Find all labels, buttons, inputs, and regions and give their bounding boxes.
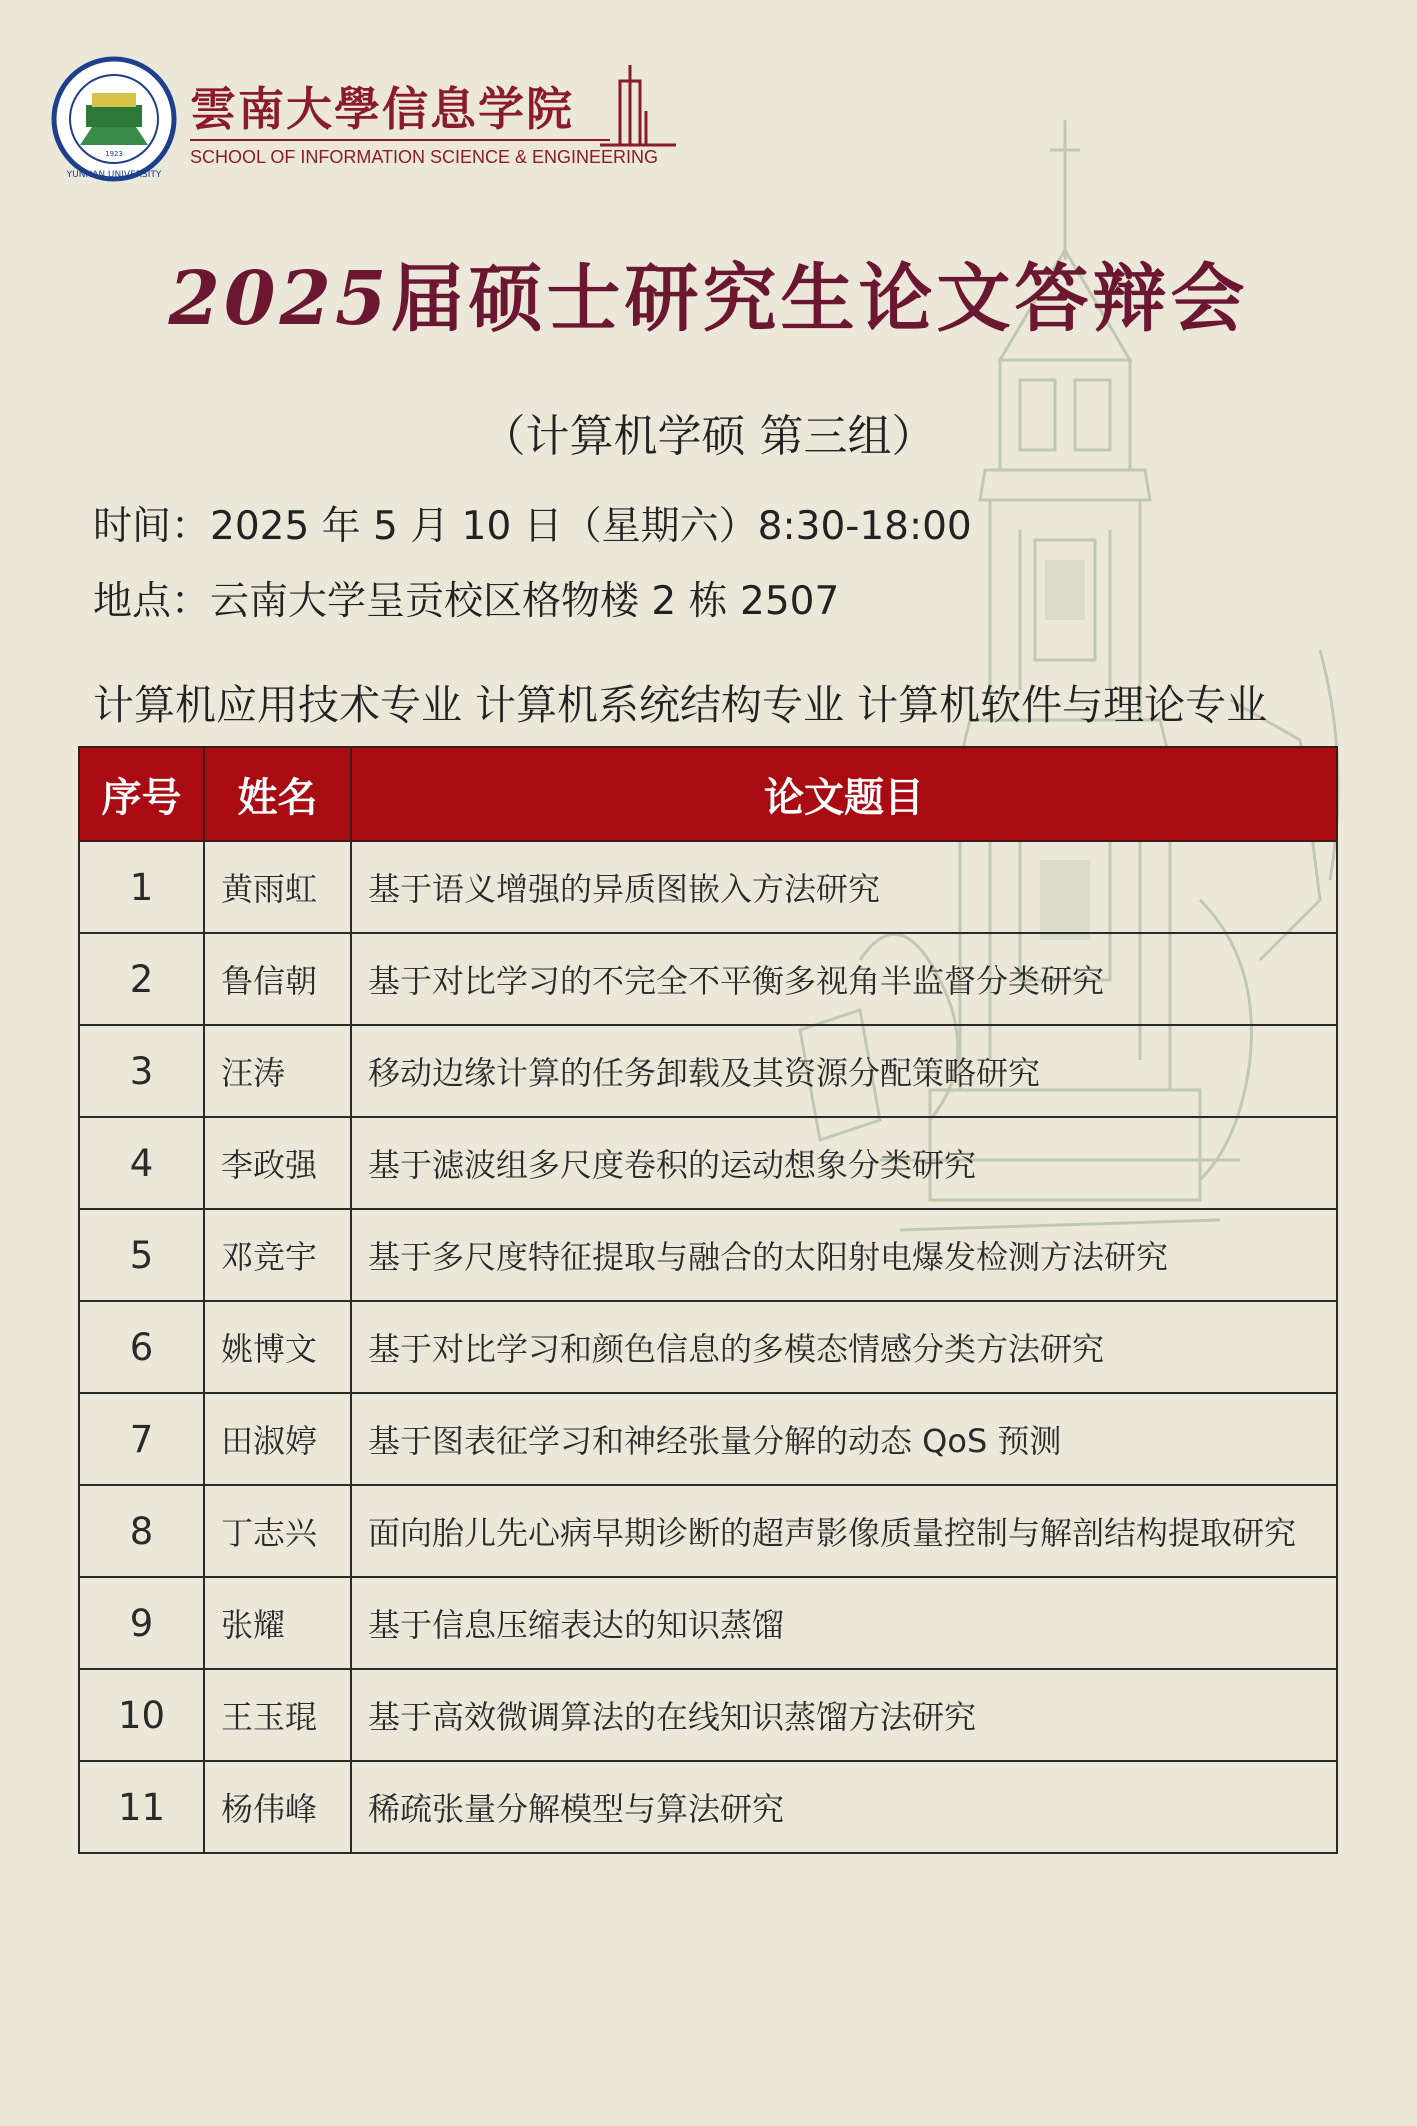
- header-thesis-title: 论文题目: [351, 747, 1337, 841]
- thesis-title: 基于高效微调算法的在线知识蒸馏方法研究: [351, 1669, 1337, 1761]
- student-name: 汪涛: [204, 1025, 351, 1117]
- student-name: 黄雨虹: [204, 841, 351, 933]
- title-year: 2025: [168, 256, 391, 342]
- table-row: [79, 1761, 1337, 1853]
- school-name-cn: 雲南大學信息学院: [190, 82, 574, 136]
- table-row: [79, 1117, 1337, 1209]
- group-subtitle: （计算机学硕 第三组）: [481, 411, 936, 462]
- student-name: 鲁信朝: [204, 933, 351, 1025]
- thesis-title: 基于语义增强的异质图嵌入方法研究: [351, 841, 1337, 933]
- table-row: [79, 1025, 1337, 1117]
- thesis-title: 基于对比学习的不完全不平衡多视角半监督分类研究: [351, 933, 1337, 1025]
- row-number: 1: [79, 841, 204, 933]
- table-header-row: [79, 747, 1337, 841]
- majors-list: 计算机应用技术专业 计算机系统结构专业 计算机软件与理论专业: [93, 681, 1268, 729]
- table-row: [79, 1393, 1337, 1485]
- school-header: [50, 55, 659, 195]
- title-text: 届硕士研究生论文答辩会: [390, 256, 1249, 342]
- thesis-title: 移动边缘计算的任务卸载及其资源分配策略研究: [351, 1025, 1337, 1117]
- thesis-title: 基于滤波组多尺度卷积的运动想象分类研究: [351, 1117, 1337, 1209]
- tower-emblem-icon: [580, 61, 680, 147]
- row-number: 9: [79, 1577, 204, 1669]
- row-number: 2: [79, 933, 204, 1025]
- school-name-en: SCHOOL OF INFORMATION SCIENCE & ENGINEERING: [190, 147, 659, 167]
- table-row: [79, 1209, 1337, 1301]
- student-name: 丁志兴: [204, 1485, 351, 1577]
- student-name: 邓竞宇: [204, 1209, 351, 1301]
- header-name: 姓名: [204, 747, 351, 841]
- student-name: 张耀: [204, 1577, 351, 1669]
- thesis-title: 基于图表征学习和神经张量分解的动态 QoS 预测: [351, 1393, 1337, 1485]
- student-name: 王玉琨: [204, 1669, 351, 1761]
- header-number: 序号: [79, 747, 204, 841]
- row-number: 8: [79, 1485, 204, 1577]
- thesis-title: 面向胎儿先心病早期诊断的超声影像质量控制与解剖结构提取研究: [351, 1485, 1337, 1577]
- seal-text: YUNNAN UNIVERSITY: [66, 170, 162, 180]
- row-number: 5: [79, 1209, 204, 1301]
- header-divider: [190, 139, 610, 141]
- page-title: [0, 240, 1417, 346]
- student-name: 田淑婷: [204, 1393, 351, 1485]
- row-number: 10: [79, 1669, 204, 1761]
- thesis-title: 基于信息压缩表达的知识蒸馏: [351, 1577, 1337, 1669]
- table-row: [79, 1577, 1337, 1669]
- thesis-title: 稀疏张量分解模型与算法研究: [351, 1761, 1337, 1853]
- row-number: 7: [79, 1393, 204, 1485]
- table-row: [79, 933, 1337, 1025]
- university-seal-logo: [50, 55, 178, 183]
- thesis-title: 基于多尺度特征提取与融合的太阳射电爆发检测方法研究: [351, 1209, 1337, 1301]
- student-name: 姚博文: [204, 1301, 351, 1393]
- seal-year: 1923: [105, 150, 123, 158]
- student-name: 杨伟峰: [204, 1761, 351, 1853]
- thesis-title: 基于对比学习和颜色信息的多模态情感分类方法研究: [351, 1301, 1337, 1393]
- table-row: [79, 841, 1337, 933]
- student-name: 李政强: [204, 1117, 351, 1209]
- row-number: 11: [79, 1761, 204, 1853]
- table-row: [79, 1669, 1337, 1761]
- table-row: [79, 1301, 1337, 1393]
- event-location: 地点：云南大学呈贡校区格物楼 2 栋 2507: [93, 579, 840, 624]
- row-number: 3: [79, 1025, 204, 1117]
- table-row: [79, 1485, 1337, 1577]
- defense-schedule-table: [78, 746, 1338, 1854]
- row-number: 4: [79, 1117, 204, 1209]
- row-number: 6: [79, 1301, 204, 1393]
- event-time: 时间：2025 年 5 月 10 日（星期六）8:30-18:00: [93, 504, 972, 549]
